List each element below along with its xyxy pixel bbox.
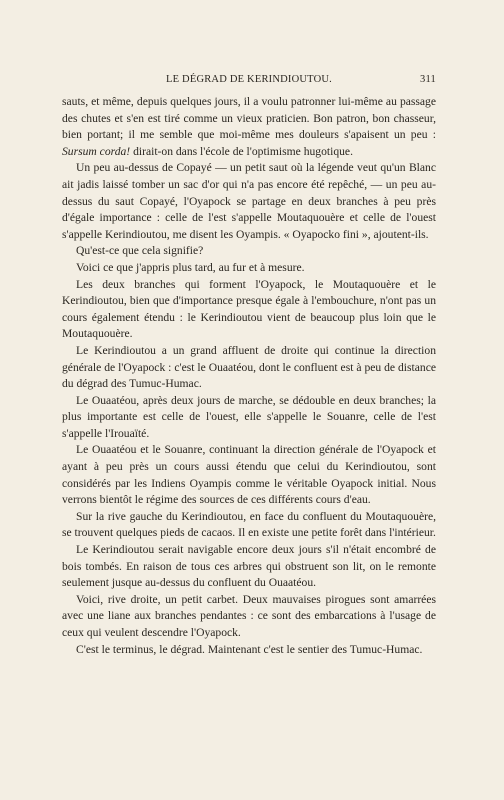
italic-phrase: Sursum corda!: [62, 144, 131, 158]
page-number: 311: [420, 74, 436, 85]
paragraph-3: Qu'est-ce que cela signifie?: [76, 244, 204, 258]
paragraph-8: Le Ouaatéou et le Souanre, continuant la direction générale de l'Oyapock et ayant à peu près un cours aussi étendu que celui du Kerindioutou, sont considérés par les Indiens Oyampis comme le véritable Oyapock initial. Nous verrons bientôt le régime des sources de ces différents cours d'eau.: [62, 443, 436, 507]
running-title: LE DÉGRAD DE KERINDIOUTOU.: [166, 74, 332, 85]
paragraph-10: Le Kerindioutou serait navigable encore deux jours s'il n'était encombré de bois tombés. En raison de tous ces arbres qui obstruent son lit, on le remonte seulement jusque au-dessus du confluent du Ouaatéou.: [62, 543, 436, 590]
paragraph-4: Voici ce que j'appris plus tard, au fur et à mesure.: [76, 260, 305, 274]
paragraph-11: Voici, rive droite, un petit carbet. Deux mauvaises pirogues sont amarrées avec une liane aux branches pendantes : ce sont des embarcations à l'usage de ceux qui veulent descendre l'Oyapock.: [62, 592, 436, 639]
paragraph-1: sauts, et même, depuis quelques jours, il a voulu patronner lui-même au passage des chutes et s'en est tiré comme un vieux praticien. Bon patron, bon chasseur, bien portant; il me semble que moi-même mes douleurs s'apaisent un peu : Sursum corda! dirait-on dans l'école de l'optimisme hugotique.: [62, 95, 436, 158]
paragraph-2: Un peu au-dessus de Copayé — un petit saut où la légende veut qu'un Blanc ait jadis laissé tomber un sac d'or qui n'a pas encore été repêché, — un peu au-dessus du saut Copayé, l'Oyapock se partage en deux branches à peu près d'égale importance : celle de l'est s'appelle Moutaquouère et celle de l'ouest s'appelle Kerindioutou, me disent les Oyampis. « Oyapocko fini », ajoutent-ils.: [62, 161, 436, 241]
paragraph-5: Les deux branches qui forment l'Oyapock, le Moutaquouère et le Kerindioutou, bien que d'importance presque égale à l'embouchure, n'ont pas un cours également étendu : le Kerindioutou vient de beaucoup plus loin que le Moutaquouère.: [62, 277, 436, 341]
page-body: [62, 94, 436, 658]
paragraph-7: Le Ouaatéou, après deux jours de marche, se dédouble en deux branches; la plus importante est celle de l'ouest, elle s'appelle le Souanre, celle de l'est s'appelle l'Irouaïté.: [62, 393, 436, 440]
paragraph-9: Sur la rive gauche du Kerindioutou, en face du confluent du Moutaquouère, se trouvent quelques pieds de cacaos. Il en existe une petite forêt dans l'intérieur.: [62, 509, 436, 540]
running-header: [62, 74, 436, 88]
paragraph-6: Le Kerindioutou a un grand affluent de droite qui continue la direction générale de l'Oyapock : c'est le Ouaatéou, dont le confluent est à peu de distance du dégrad des Tumuc-Humac.: [62, 343, 436, 391]
paragraph-12: C'est le terminus, le dégrad. Maintenant c'est le sentier des Tumuc-Humac.: [76, 642, 423, 656]
